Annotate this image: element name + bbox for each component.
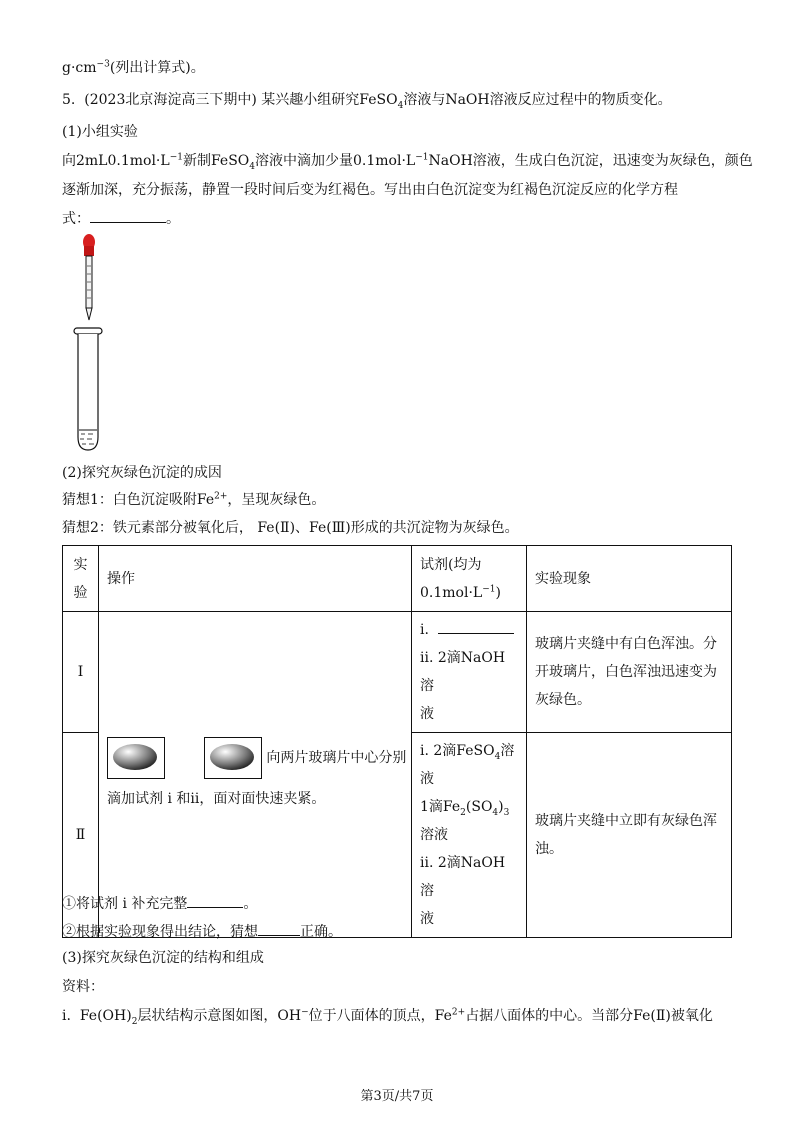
header-reagent [412, 546, 527, 612]
page-footer: 第3页/共7页 [360, 1089, 434, 1104]
part2-title: (2)探究灰绿色沉淀的成因 [62, 465, 222, 481]
text-seg: ①将试剂 i 补充完整 [62, 896, 188, 912]
part3-title: (3)探究灰绿色沉淀的结构和组成 [62, 950, 264, 966]
part1-title: (1)小组实验 [62, 124, 138, 140]
row-id: Ⅰ [63, 612, 99, 733]
header-text: 实验 [73, 556, 88, 601]
table-header-row [63, 546, 732, 612]
text-seg: 层状结构示意图如图，OH [137, 1008, 302, 1024]
text-seg: 溶 [500, 743, 515, 759]
formula-so: (SO [465, 799, 493, 815]
text-seg: ②根据实验现象得出结论，猜想 [62, 924, 258, 940]
formula-fe: Fe [79, 1008, 98, 1024]
table-row [63, 612, 732, 733]
reagent-cell [412, 733, 527, 938]
text-seg: 正确。 [300, 924, 342, 940]
experiment-table [62, 545, 732, 938]
text-seg: NaOH溶液，生成白色沉淀，迅速变为灰绿色，颜色 [428, 153, 753, 169]
reagent-fe2so43 [420, 793, 518, 821]
reagent-i [420, 616, 518, 644]
text-seg: 占据八面体的中心。当部分Fe(Ⅱ)被氧化 [465, 1008, 713, 1024]
part1-line2: 逐渐加深，充分振荡，静置一段时间后变为红褐色。写出由白色沉淀变为红褐色沉淀反应的化学方程 [62, 182, 678, 198]
dropper-test-tube-illustration [68, 232, 108, 454]
part1-line3 [62, 208, 180, 229]
phenomenon-cell: 玻璃片夹缝中有白色浑浊。分开玻璃片，白色浑浊迅速变为灰绿色。 [527, 612, 732, 733]
phenomenon-cell: 玻璃片夹缝中立即有灰绿色浑浊。 [527, 733, 732, 938]
reagent-i-b: 液 [420, 771, 434, 787]
formula-sub: 4 [494, 751, 501, 762]
formula-feso: FeSO [210, 153, 250, 169]
formula-close: ) [498, 799, 504, 815]
unit-sup: −3 [96, 59, 110, 70]
operation-line-1 [107, 737, 407, 779]
operation-text: 向两片玻璃片中心分别 [266, 749, 407, 766]
reference-i [62, 1006, 713, 1026]
text-seg: i. [420, 622, 429, 638]
text-seg: 0.1mol·L [420, 584, 483, 601]
formula-sub: 4 [249, 161, 256, 172]
text-sup: − [301, 1007, 309, 1018]
text-seg: 。 [166, 211, 180, 227]
text-sup: −1 [415, 152, 429, 163]
test-tube-icon [74, 328, 102, 450]
text-seg: 位于八面体的顶点，Fe [308, 1008, 452, 1024]
guess-2: 猜想2：铁元素部分被氧化后， Fe(Ⅱ)、Fe(Ⅲ)形成的共沉淀物为灰绿色。 [62, 520, 519, 536]
reference-label: 资料： [62, 979, 104, 995]
operation-text-2: 滴加试剂 i 和ⅱ，面对面快速夹紧。 [107, 790, 326, 807]
header-experiment [63, 546, 99, 612]
question-source: (2023北京海淀高三下期中) [84, 92, 257, 108]
header-text: 试剂(均为 [420, 556, 482, 573]
header-operation: 操作 [99, 546, 412, 612]
reagent-fe-b: 溶液 [420, 827, 448, 843]
header-text-2 [420, 579, 518, 607]
text-seg: 1滴 [420, 799, 443, 815]
unit-text: g·cm [62, 60, 97, 76]
reagent-ii-b: 液 [420, 911, 434, 927]
formula-sub: 4 [492, 807, 499, 818]
text-sup: 2+ [214, 491, 228, 502]
text-seg: 。 [243, 896, 258, 912]
text-seg: 新制 [182, 153, 211, 169]
question-5-header [62, 90, 672, 110]
formula-sub: 4 [397, 100, 404, 111]
header-phenomenon: 实验现象 [527, 546, 732, 612]
question-intro: 某兴趣小组研究 [261, 92, 360, 108]
answer-blank[interactable] [187, 893, 243, 908]
formula-fe: Fe [442, 799, 461, 815]
text-seg: ，呈现灰绿色。 [227, 492, 326, 508]
row-id: Ⅱ [63, 733, 99, 938]
reagent-ii-b: 液 [420, 706, 434, 722]
text-seg: 式： [62, 211, 90, 227]
text-sup: −1 [169, 152, 183, 163]
answer-blank[interactable] [438, 619, 514, 634]
text-seg: 向2mL0.1mol·L [62, 153, 170, 169]
text-seg: 溶液中滴加少量0.1mol·L [255, 153, 416, 169]
previous-answer-line [62, 58, 205, 78]
formula-sub: 3 [503, 807, 510, 818]
fill-question-1 [62, 893, 257, 914]
formula-oh: (OH) [97, 1008, 132, 1024]
text-sup: −1 [482, 583, 496, 594]
question-number: 5. [62, 92, 76, 108]
formula-feso: FeSO [359, 92, 398, 108]
text-seg: i. [62, 1008, 71, 1024]
reagent-ii: ii. 2滴NaOH溶 [420, 855, 506, 899]
text-seg: ) [495, 584, 501, 601]
reagent-cell [412, 612, 527, 733]
formula-sub: 2 [460, 807, 466, 818]
glass-slide-icon [204, 737, 262, 779]
answer-blank[interactable] [258, 921, 300, 936]
operation-cell [99, 612, 412, 938]
text-seg: 猜想1：白色沉淀吸附Fe [62, 492, 215, 508]
formula-sub: 2 [131, 1016, 138, 1027]
text-seg: i. 2滴 [420, 743, 457, 759]
guess-1 [62, 490, 325, 510]
reagent-i [420, 737, 518, 765]
part1-line1 [62, 151, 753, 171]
answer-blank[interactable] [90, 208, 166, 223]
dropper-icon [83, 234, 95, 320]
question-rest: 溶液与NaOH溶液反应过程中的物质变化。 [403, 92, 672, 108]
formula-feso: FeSO [456, 743, 495, 759]
fill-question-2 [62, 921, 342, 942]
text-sup: 2+ [451, 1007, 466, 1018]
glass-slide-icon [107, 737, 165, 779]
reagent-ii: ii. 2滴NaOH溶 [420, 650, 506, 694]
unit-after: (列出计算式)。 [109, 60, 205, 76]
